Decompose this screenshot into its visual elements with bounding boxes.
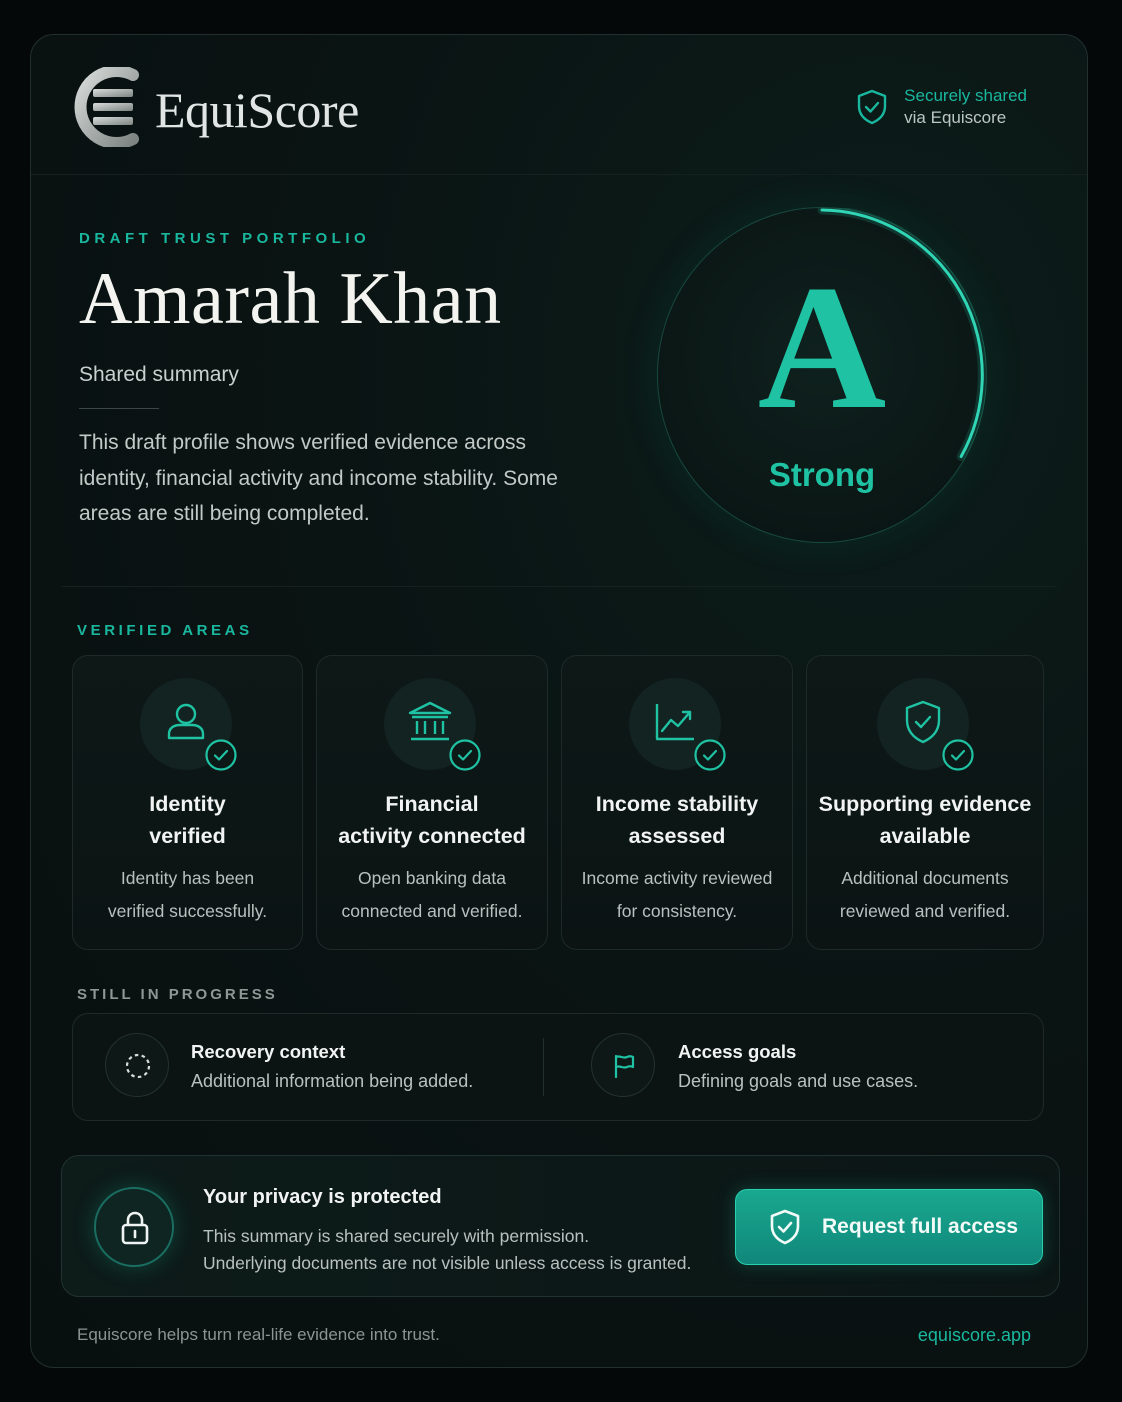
tile-title — [73, 789, 302, 852]
footer-link[interactable]: equiscore.app — [917, 1325, 1031, 1345]
grade-label: Strong — [768, 456, 876, 493]
tile-title-line: Supporting evidence — [818, 792, 1032, 816]
tile-desc-line: Additional documents — [841, 868, 1009, 888]
title-rule — [79, 408, 159, 409]
tile-description — [73, 862, 302, 927]
progress-item-access-goals — [543, 1014, 1043, 1120]
secure-share-badge — [856, 85, 1027, 129]
tile-title — [807, 789, 1043, 852]
request-full-access-label: Request full access — [822, 1215, 1019, 1238]
shield-check-icon — [856, 89, 888, 125]
shield-check-icon — [899, 698, 947, 746]
section-divider — [61, 586, 1057, 587]
footer-tagline: Equiscore helps turn real-life evidence into trust. — [77, 1325, 440, 1344]
bank-icon — [406, 698, 454, 746]
privacy-text: Underlying documents are not visible unless access is granted. — [203, 1253, 692, 1273]
tile-desc-line: verified successfully. — [107, 900, 268, 921]
tile-icon-circle — [140, 678, 232, 770]
lock-icon-circle — [94, 1187, 174, 1267]
tile-title-line: Identity — [149, 792, 226, 816]
shield-check-icon — [768, 1208, 802, 1246]
tile-desc-line: for consistency. — [616, 900, 738, 921]
verified-areas — [72, 655, 1044, 950]
tile-title-line: Financial — [385, 792, 479, 816]
grade-badge — [657, 207, 987, 543]
tile-desc-line: reviewed and verified. — [839, 900, 1011, 921]
user-icon — [162, 698, 210, 746]
tile-icon-circle — [629, 678, 721, 770]
flag-icon — [610, 1052, 638, 1080]
tile-title-line: available — [879, 823, 971, 848]
verified-tile-income — [561, 655, 793, 950]
person-name: Amarah Khan — [79, 258, 502, 340]
tile-desc-line: Identity has been — [120, 868, 255, 888]
tile-description — [317, 862, 547, 927]
verified-tile-identity — [72, 655, 303, 950]
check-circle-icon — [448, 738, 482, 772]
check-circle-icon — [204, 738, 238, 772]
privacy-text: This summary is shared securely with permission. — [203, 1226, 590, 1246]
tile-desc-line: Open banking data — [358, 868, 506, 888]
tile-title — [562, 789, 792, 852]
tile-icon-circle — [877, 678, 969, 770]
verified-tile-financial — [316, 655, 548, 950]
privacy-panel — [61, 1155, 1060, 1297]
verified-tile-evidence — [806, 655, 1044, 950]
progress-item-title: Recovery context — [191, 1041, 346, 1062]
brand-name: EquiScore — [155, 82, 359, 138]
progress-item-desc: Additional information being added. — [191, 1071, 474, 1091]
lock-icon — [118, 1210, 152, 1246]
chart-icon — [651, 698, 699, 746]
check-circle-icon — [693, 738, 727, 772]
tile-description — [562, 862, 792, 927]
progress-item-desc: Defining goals and use cases. — [678, 1071, 919, 1091]
portfolio-eyebrow: DRAFT TRUST PORTFOLIO — [79, 230, 371, 247]
tile-title-line: assessed — [628, 823, 726, 848]
tile-description — [807, 862, 1043, 927]
equiscore-logo-icon — [71, 67, 141, 147]
page-subtitle: Shared summary — [79, 363, 239, 386]
in-progress-heading: STILL IN PROGRESS — [77, 986, 278, 1003]
secure-share-sublabel: via Equiscore — [904, 108, 1007, 127]
grade-letter: A — [757, 248, 887, 446]
in-progress-panel — [72, 1013, 1044, 1121]
tile-title-line: activity connected — [338, 823, 526, 848]
privacy-title: Your privacy is protected — [203, 1186, 442, 1208]
progress-item-recovery — [73, 1014, 543, 1120]
verified-areas-heading: VERIFIED AREAS — [77, 622, 253, 639]
tile-title — [317, 789, 547, 852]
dashed-circle-icon — [124, 1052, 152, 1080]
secure-share-label: Securely shared — [904, 86, 1027, 105]
request-full-access-button[interactable] — [735, 1189, 1043, 1265]
tile-title-line: Income stability — [595, 792, 759, 816]
progress-item-title: Access goals — [678, 1041, 797, 1062]
portfolio-card — [30, 34, 1088, 1368]
check-circle-icon — [941, 738, 975, 772]
tile-icon-circle — [384, 678, 476, 770]
tile-desc-line: Income activity reviewed — [581, 868, 773, 888]
profile-description: This draft profile shows verified evidence across identity, financial activity and income stability. Some areas are still being completed. — [79, 431, 558, 525]
tile-desc-line: connected and verified. — [341, 900, 523, 921]
progress-icon-circle — [105, 1033, 169, 1097]
tile-title-line: verified — [149, 823, 226, 848]
header — [31, 35, 1087, 175]
progress-icon-circle — [591, 1033, 655, 1097]
